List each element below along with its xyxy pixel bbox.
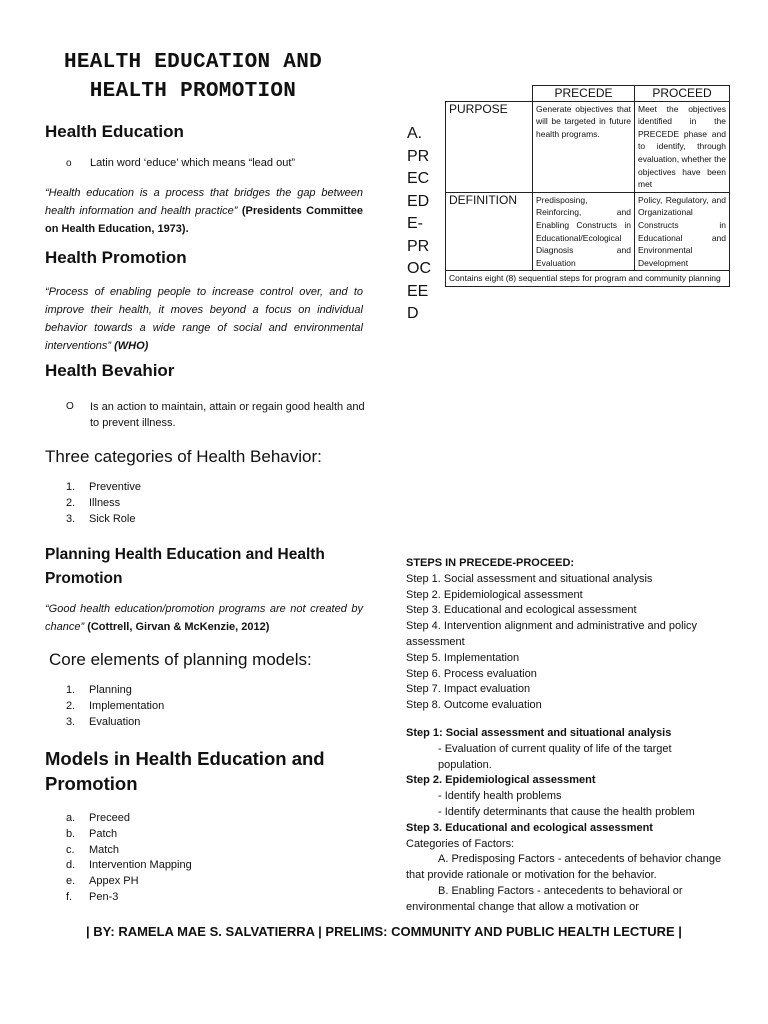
health-promotion-heading: Health Promotion [45, 248, 187, 267]
column-header-proceed: PROCEED [635, 86, 730, 102]
step3-factor-b: B. Enabling Factors - antecedents to behavioral or environmental change that allow a motivation or [406, 884, 683, 913]
health-promotion-quote: “Process of enabling people to increase control over, and to improve their health, it moves beyond a focus on individual behavior towards a wide range of social and environmental interventions” [45, 286, 363, 352]
list-text: Implementation [89, 699, 165, 712]
page-title [0, 48, 386, 106]
health-education-quote: “Health education is a process that bridges the gap between health information and health practice” [45, 187, 363, 217]
row-label-definition: DEFINITION [446, 192, 533, 271]
category-item [66, 496, 141, 512]
step1-heading: Step 1: Social assessment and situational analysis [406, 726, 672, 739]
step2-item-1: - Identify health problems [438, 790, 562, 803]
vertical-label-fragment: OC [407, 260, 431, 277]
title-line-2: HEALTH PROMOTION [89, 80, 297, 103]
list-text: Planning [89, 684, 132, 696]
step3-subheading: Categories of Factors: [406, 837, 515, 850]
list-text: Intervention Mapping [89, 859, 192, 872]
column-header-precede: PRECEDE [533, 86, 635, 102]
list-number: d. [66, 859, 76, 872]
models-heading: Models in Health Education and Promotion [45, 748, 325, 794]
list-text: Pen-3 [89, 890, 119, 903]
step1-text [406, 742, 726, 774]
planning-heading: Planning Health Education and Health Promotion [45, 546, 325, 587]
steps-section [406, 556, 726, 916]
category-item [66, 480, 141, 496]
health-behavior-bullet [66, 399, 366, 431]
planning-quote: “Good health education/promotion programs are not created by chance” [45, 603, 363, 633]
precede-proceed-vertical-label [407, 123, 437, 326]
cell-purpose-proceed: Meet the objectives identified in the PRECEDE phase and to identify, through evaluation, whether the objectives have been met [635, 101, 730, 192]
step-list-item: Step 1. Social assessment and situational analysis [406, 572, 653, 585]
list-text: Evaluation [89, 715, 141, 728]
step1-text-content: - Evaluation of current quality of life of the target population. [438, 742, 672, 771]
list-text: Appex PH [89, 875, 139, 888]
list-number: a. [66, 812, 76, 824]
list-number: 2. [66, 496, 76, 509]
step-list-item: Step 2. Epidemiological assessment [406, 588, 583, 601]
categories-heading: Three categories of Health Behavior: [45, 447, 322, 466]
page-footer: | BY: RAMELA MAE S. SALVATIERRA | PRELIMS: COMMUNITY AND PUBLIC HEALTH LECTURE | [86, 924, 682, 939]
model-item [66, 827, 192, 843]
list-text: Preceed [89, 812, 130, 824]
steps-heading: STEPS IN PRECEDE-PROCEED: [406, 557, 575, 569]
step3-heading: Step 3. Educational and ecological assessment [406, 821, 653, 834]
category-item [66, 512, 141, 528]
list-number: c. [66, 843, 75, 856]
vertical-label-fragment: E- [407, 215, 423, 232]
health-education-source: (Presidents Committee on Health Education, 1973). [45, 205, 363, 235]
planning-quote-block [45, 600, 363, 636]
vertical-label-fragment: PR [407, 147, 430, 165]
title-line-1: HEALTH EDUCATION AND [63, 51, 323, 74]
step-list-item: Step 6. Process evaluation [406, 667, 537, 680]
cell-purpose-precede: Generate objectives that will be targeted in future health programs. [533, 101, 635, 192]
health-promotion-quote-block [45, 283, 363, 355]
core-element-item [66, 699, 164, 715]
vertical-label-fragment: EE [407, 282, 429, 300]
step-list-item: Step 8. Outcome evaluation [406, 699, 542, 712]
steps-list [406, 572, 726, 714]
model-item [66, 843, 192, 859]
categories-list [66, 480, 141, 527]
step-list-item: Step 7. Impact evaluation [406, 683, 531, 696]
model-item [66, 811, 192, 827]
list-number: b. [66, 827, 76, 840]
cell-definition-proceed: Policy, Regulatory, and Organizational Constructs in Educational and Environmental Development [635, 192, 730, 271]
bullet-text: Latin word ‘educe’ which means “lead out” [90, 157, 296, 169]
list-number: 3. [66, 512, 76, 525]
core-element-item [66, 683, 164, 699]
model-item [66, 858, 192, 874]
table-corner [446, 86, 533, 102]
bullet-marker: O [66, 401, 74, 412]
step-list-item: Step 5. Implementation [406, 651, 520, 664]
list-number: e. [66, 875, 76, 888]
list-number: 1. [66, 684, 76, 696]
precede-proceed-table [445, 85, 730, 287]
models-list [66, 811, 192, 906]
health-education-quote-block [45, 184, 363, 238]
list-number: f. [66, 890, 73, 903]
list-text: Match [89, 843, 119, 856]
vertical-label-fragment: ED [407, 192, 430, 210]
vertical-label-fragment: EC [407, 170, 430, 187]
core-elements-heading: Core elements of planning models: [49, 650, 312, 669]
cell-definition-precede: Predisposing, Reinforcing, and Enabling Constructs in Educational/Ecological Diagnosis and Evaluation [533, 192, 635, 271]
list-text: Preventive [89, 481, 141, 493]
step3-factor-a: A. Predisposing Factors - antecedents of behavior change that provide rationale or motivation for the behavior. [406, 853, 722, 882]
model-item [66, 874, 192, 890]
list-number: 3. [66, 715, 76, 728]
health-education-heading: Health Education [45, 122, 184, 141]
core-elements-list [66, 683, 164, 730]
bullet-marker: o [66, 158, 72, 169]
vertical-label-fragment: D [407, 305, 419, 322]
list-number: 2. [66, 699, 76, 712]
health-behavior-heading: Health Bevahior [45, 361, 175, 380]
vertical-label-fragment: PR [407, 237, 430, 255]
core-element-item [66, 715, 164, 731]
vertical-label-fragment: A. [407, 125, 423, 142]
health-education-bullet [66, 157, 295, 169]
step2-heading: Step 2. Epidemiological assessment [406, 774, 596, 787]
bullet-text: Is an action to maintain, attain or regain good health and to prevent illness. [90, 401, 365, 429]
list-text: Illness [89, 496, 121, 509]
table-footer-row: Contains eight (8) sequential steps for program and community planning [446, 271, 730, 287]
step-list-item: Step 3. Educational and ecological assessment [406, 604, 637, 617]
list-text: Patch [89, 827, 118, 840]
step-list-item: Step 4. Intervention alignment and administrative and policy assessment [406, 620, 698, 648]
planning-source: (Cottrell, Girvan & McKenzie, 2012) [87, 621, 270, 633]
row-label-purpose: PURPOSE [446, 101, 533, 192]
model-item [66, 890, 192, 906]
list-number: 1. [66, 481, 76, 493]
step2-item-2: - Identify determinants that cause the health problem [438, 805, 695, 818]
health-promotion-source: (WHO) [114, 340, 149, 352]
list-text: Sick Role [89, 512, 136, 525]
